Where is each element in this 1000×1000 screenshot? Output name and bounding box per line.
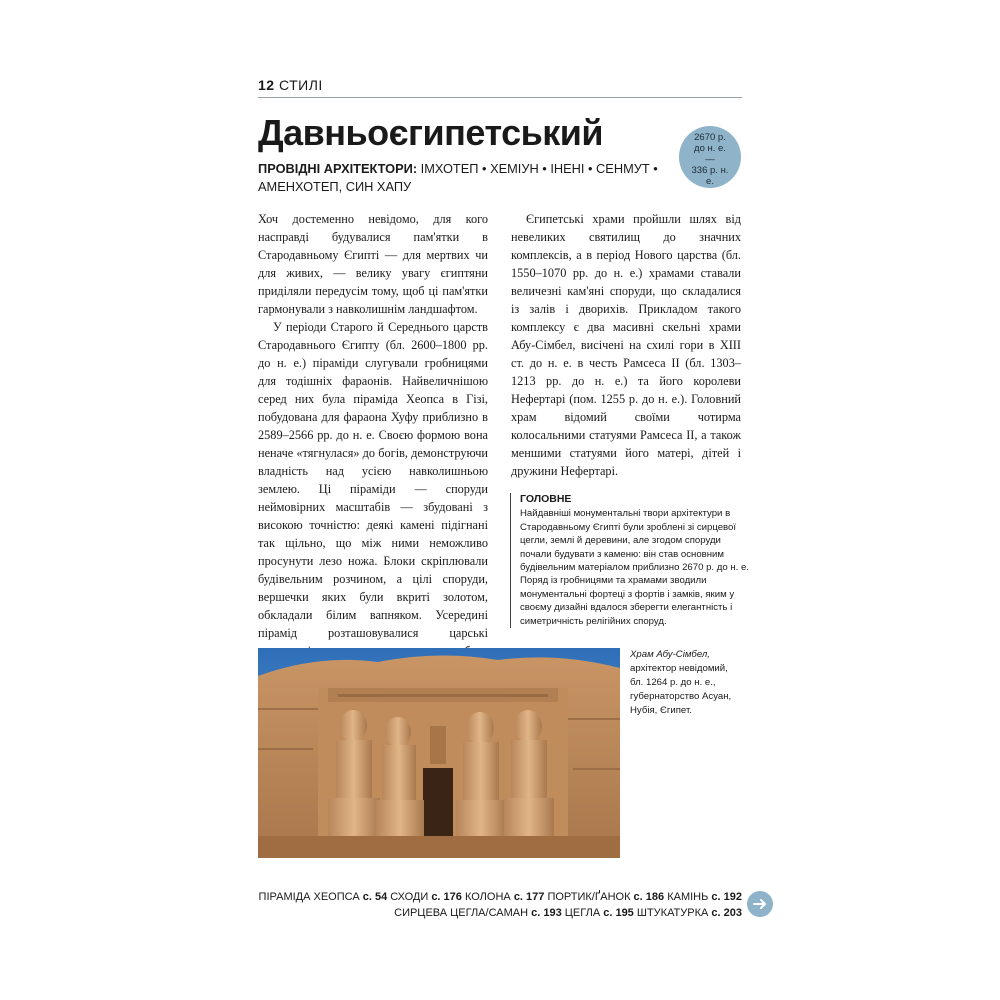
xref-term[interactable]: КАМІНЬ	[667, 891, 709, 903]
xref-term[interactable]: ПОРТИК/ҐАНОК	[547, 891, 631, 903]
xref-line-2	[250, 905, 742, 921]
date-end: 336 р. н. е.	[691, 165, 729, 187]
xref-line-1	[250, 889, 742, 905]
running-header	[258, 77, 742, 97]
xref-page[interactable]: с. 203	[711, 907, 742, 919]
xref-page[interactable]: с. 176	[431, 891, 462, 903]
page-number: 12	[258, 77, 275, 93]
body-column-2	[511, 210, 741, 480]
caption-title: Храм Абу-Сімбел,	[630, 649, 710, 660]
key-facts-box	[510, 493, 752, 628]
paragraph: Єгипетські храми пройшли шлях від невеликих святилищ до значних комплексів, а в період Нового царства (бл. 1550–1070 рр. до н. е.) храмами ставали величезні кам'яні споруди, що складалися із залів і дворихів. Прикладом такого комплексу є два масивні скельні храми Абу-Сімбел, висічені на схилі гори в XIII ст. до н. е. в честь Рамсеса II (бл. 1303–1213 рр. до н. е.) та його королеви Нефертарі (пом. 1255 р. до н. е.). Головний храм відомий своїми чотирма колосальними статуями Рамсеса II, а також меншими статуями його матері, дітей і дружини Нефертарі.	[511, 212, 741, 478]
arrow-right-icon-glyph	[747, 891, 773, 917]
date-badge	[679, 126, 741, 188]
xref-term[interactable]: КОЛОНА	[464, 891, 511, 903]
xref-page[interactable]: с. 54	[362, 891, 388, 903]
xref-term[interactable]: ЦЕГЛА	[564, 907, 601, 919]
cross-references	[250, 889, 742, 921]
xref-page[interactable]: с. 177	[513, 891, 545, 903]
header-rule	[258, 97, 742, 98]
architects-names: ІМХОТЕП • ХЕМІУН • ІНЕНІ • СЕНМУТ • АМЕНХОТЕП, СИН ХАПУ	[258, 161, 658, 194]
xref-page[interactable]: с. 186	[633, 891, 665, 903]
photo-caption	[630, 648, 742, 718]
abu-simbel-photo	[258, 648, 620, 858]
xref-page[interactable]: с. 192	[711, 891, 742, 903]
paragraph: У періоди Старого й Середнього царств Стародавнього Єгипту (бл. 2600–1800 рр. до н. е.) піраміди слугували гробницями для тодішніх фараонів. Найвеличнішою серед них була піраміда Хеопса в Гізі, побудована для фараона Хуфу приблизно в 2589–2566 рр. до н. е. Своєю формою вона неначе «тягнулася» до богів, демонструючи владність над усією навколишньою землею. Ці піраміди — споруди неймовірних масштабів — збудовані з високою точністю: деякі камені підігнані так щільно, що між ними неможливо просунути лезо ножа. Блоки скріплювали будівельним розчином, а цілі споруди, вершечки яких були вкриті золотом, обкладали білим вапняком. Усередині пірамід розташовувалися царські	[258, 320, 488, 640]
xref-page[interactable]: с. 193	[531, 907, 562, 919]
paragraph: Хоч достеменно невідомо, для кого насправді будувалися пам'ятки в Стародавньому Єгипті — для мертвих чи для живих, — велику увагу єгиптяни приділяли передусім тому, щоб ці пам'ятки гармонували з навколишнім ландшафтом.	[258, 212, 488, 316]
xref-term[interactable]: ШТУКАТУРКА	[636, 907, 709, 919]
leading-architects	[258, 160, 658, 196]
xref-term[interactable]: ПІРАМІДА ХЕОПСА	[258, 891, 360, 903]
date-start: 2670 р. до н. е.	[694, 132, 726, 154]
xref-page[interactable]: с. 195	[603, 907, 634, 919]
key-facts-title: ГОЛОВНЕ	[520, 493, 572, 505]
architects-label: ПРОВІДНІ АРХІТЕКТОРИ:	[258, 161, 418, 176]
date-dash: —	[705, 154, 715, 165]
page-title: Давньоєгипетський	[258, 112, 604, 153]
body-column-1	[258, 210, 488, 678]
caption-details: архітектор невідомий, бл. 1264 р. до н. е., губернаторство Асуан, Нубія, Єгипет.	[630, 663, 732, 716]
xref-term[interactable]: СХОДИ	[390, 891, 429, 903]
section-name: СТИЛІ	[278, 77, 323, 93]
key-facts-text: Найдавніші монументальні твори архітектури в Стародавньому Єгипті були зроблені зі сирцевої цегли, землі й деревини, але згодом споруди почали будувати з каменю: він став основним будівельним матеріалом приблизно 2670 р. до н. е. Поряд із гробницями та храмами зводили монументальні фортеці з фортів і замків, яким у своєму дизайні вдалося зберегти елегантність і симетричність релігійних споруд.	[520, 508, 749, 627]
xref-term[interactable]: СИРЦЕВА ЦЕГЛА/САМАН	[394, 907, 529, 919]
arrow-right-icon[interactable]	[747, 891, 773, 917]
